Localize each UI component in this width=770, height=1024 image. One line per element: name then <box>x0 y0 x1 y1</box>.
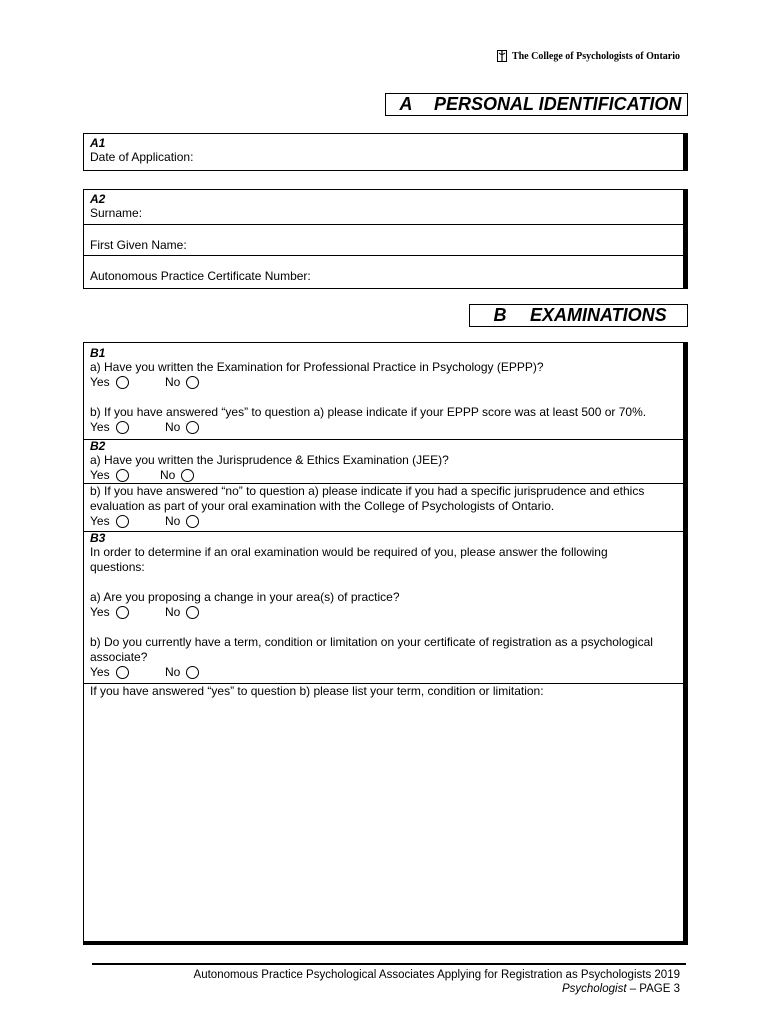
b3-question-b: b) Do you currently have a term, condition or limitation on your certificate of registration as a psychological associate? <box>90 635 653 664</box>
footer-page: Psychologist – PAGE 3 <box>561 983 680 995</box>
org-name: The College of Psychologists of Ontario <box>511 50 680 62</box>
b1a-yes-radio[interactable] <box>116 376 129 389</box>
b2a-yes-radio[interactable] <box>116 469 129 482</box>
b2b-yes-radio[interactable] <box>116 515 129 528</box>
a1-box <box>83 133 688 171</box>
b1b-options: Yes No <box>90 420 683 435</box>
section-letter: A <box>399 94 413 114</box>
b2b-no-radio[interactable] <box>186 515 199 528</box>
b2-question-b: b) If you have answered “no” to question a) please indicate if you had a specific jurisprudence and ethics evaluation as part of your oral examination with the College of Psychologists of Ontario. <box>90 484 645 513</box>
section-label: PERSONAL IDENTIFICATION <box>434 94 682 114</box>
a2-label: A2 <box>90 192 106 206</box>
footer-title: Autonomous Practice Psychological Associates Applying for Registration as Psychologists 2019 <box>193 969 680 981</box>
first-given-name-field[interactable]: First Given Name: <box>90 238 187 252</box>
b3-label: B3 <box>90 531 106 545</box>
b1-question-b: b) If you have answered “yes” to question a) please indicate if your EPPP score was at least 500 or 70%. <box>90 405 647 419</box>
b3-question-a: a) Are you proposing a change in your area(s) of practice? <box>90 590 400 604</box>
b1-question-a: a) Have you written the Examination for Professional Practice in Psychology (EPPP)? <box>90 360 544 374</box>
b2a-options: Yes No <box>90 468 683 483</box>
section-a-title <box>385 93 688 116</box>
section-b-title <box>469 304 688 327</box>
section-label: EXAMINATIONS <box>530 305 667 325</box>
b1a-options: Yes No <box>90 375 683 390</box>
b2a-no-radio[interactable] <box>181 469 194 482</box>
limitation-list-area[interactable] <box>84 683 683 938</box>
certificate-number-field[interactable]: Autonomous Practice Certificate Number: <box>90 269 311 283</box>
page-footer <box>194 968 680 996</box>
date-of-application-field[interactable]: Date of Application: <box>90 150 194 164</box>
b2b-options: Yes No <box>90 514 683 529</box>
b3a-yes-radio[interactable] <box>116 606 129 619</box>
surname-field[interactable]: Surname: <box>90 206 143 220</box>
b2-question-a: a) Have you written the Jurisprudence & Ethics Examination (JEE)? <box>90 453 449 467</box>
b3b-yes-radio[interactable] <box>116 666 129 679</box>
a2-box <box>83 189 688 289</box>
b3a-options: Yes No <box>90 605 683 620</box>
b1b-no-radio[interactable] <box>186 421 199 434</box>
b3-list-prompt: If you have answered “yes” to question b) please list your term, condition or limitation: <box>90 684 544 698</box>
b3-intro: In order to determine if an oral examination would be required of you, please answer the following questions: <box>90 545 608 574</box>
college-logo-icon <box>497 50 507 62</box>
page-header <box>497 50 680 62</box>
b3b-no-radio[interactable] <box>186 666 199 679</box>
b1a-no-radio[interactable] <box>186 376 199 389</box>
b1-label: B1 <box>90 346 106 360</box>
a1-label: A1 <box>90 136 106 150</box>
b1b-yes-radio[interactable] <box>116 421 129 434</box>
footer-divider <box>92 963 686 965</box>
b2-label: B2 <box>90 439 106 453</box>
section-letter: B <box>493 305 507 325</box>
b-box <box>83 342 688 945</box>
b3b-options: Yes No <box>90 665 683 680</box>
b3a-no-radio[interactable] <box>186 606 199 619</box>
